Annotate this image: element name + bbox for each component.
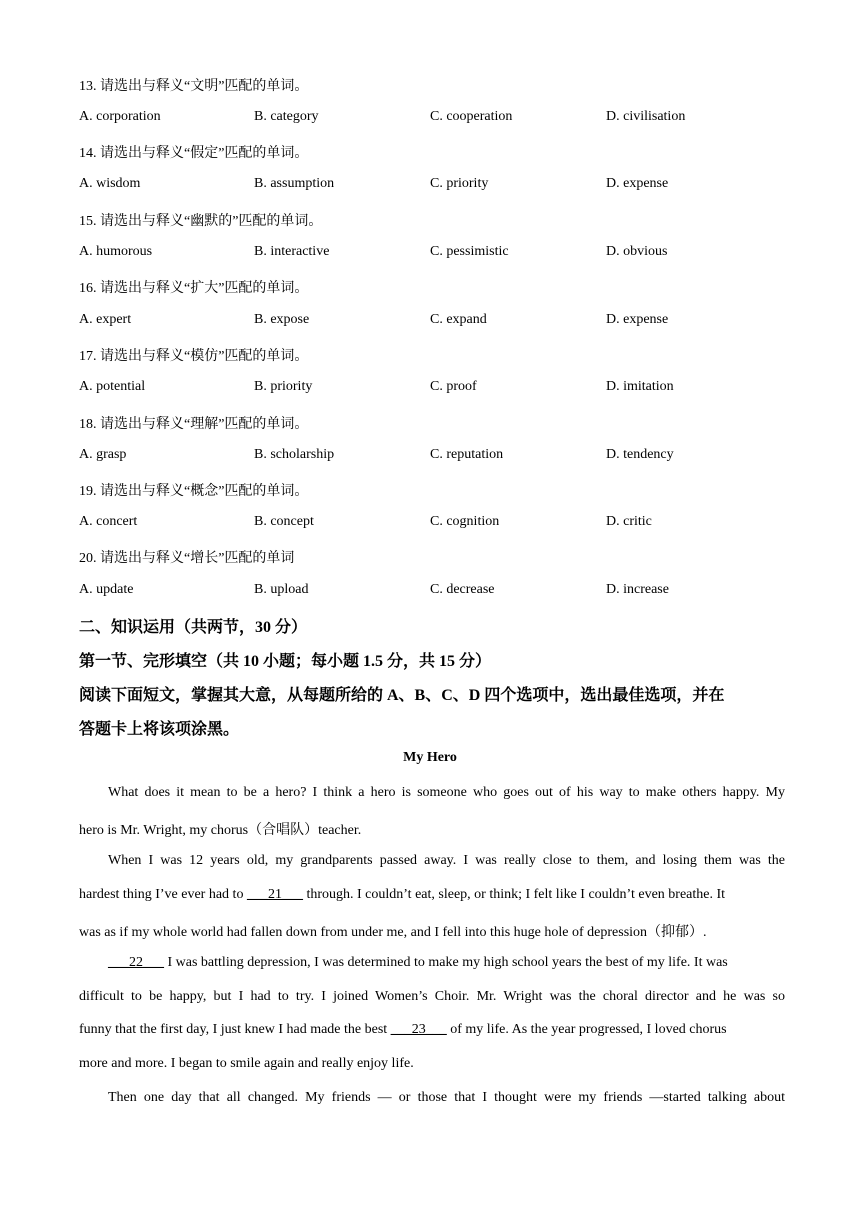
question-16-option-c: C. expand <box>430 312 487 327</box>
question-18-option-d: D. tendency <box>606 447 674 462</box>
question-17-option-a: A. potential <box>79 379 146 394</box>
question-14-stem: 14. 请选出与释义“假定”匹配的单词。 <box>79 146 309 161</box>
question-13-option-b: B. category <box>254 109 319 124</box>
question-19-option-a: A. concert <box>79 514 138 529</box>
section-subheading: 第一节、完形填空（共 10 小题；每小题 1.5 分，共 15 分） <box>79 653 492 670</box>
question-15-option-d: D. obvious <box>606 244 668 259</box>
question-14-option-b: B. assumption <box>254 176 335 191</box>
question-15-option-c: C. pessimistic <box>430 244 509 259</box>
paragraph-3-line-3-text-b: of my life. As the year progressed, I loved chorus <box>446 1022 727 1037</box>
section-heading: 二、知识运用（共两节，30 分） <box>79 619 308 636</box>
question-19-option-c: C. cognition <box>430 514 500 529</box>
question-16-option-a: A. expert <box>79 312 132 327</box>
paragraph-3-line-3-text-a: funny that the first day, I just knew I had made the best <box>79 1022 391 1037</box>
question-13-option-a: A. corporation <box>79 109 161 124</box>
instruction-line-1: 阅读下面短文，掌握其大意，从每题所给的 A、B、C、D 四个选项中，选出最佳选项，并在 <box>79 687 725 704</box>
question-13-option-d: D. civilisation <box>606 109 686 124</box>
question-19-stem: 19. 请选出与释义“概念”匹配的单词。 <box>79 484 309 499</box>
question-19-option-d: D. critic <box>606 514 652 529</box>
question-18-option-c: C. reputation <box>430 447 504 462</box>
paragraph-2-line-2-text-b: through. I couldn’t eat, sleep, or think; I felt like I couldn’t even breathe. It <box>302 887 726 902</box>
question-14-option-c: C. priority <box>430 176 489 191</box>
blank-21: ___21___ <box>246 887 303 902</box>
paragraph-3-line-2: difficult to be happy, but I had to try. I joined Women’s Choir. Mr. Wright was the choral director and he was so <box>79 989 785 1004</box>
question-20-option-b: B. upload <box>254 582 309 597</box>
question-16-option-b: B. expose <box>254 312 310 327</box>
paragraph-3-line-1 <box>108 955 785 971</box>
question-19-option-b: B. concept <box>254 514 314 529</box>
question-20-option-d: D. increase <box>606 582 669 597</box>
question-15-option-a: A. humorous <box>79 244 153 259</box>
question-13-option-c: C. cooperation <box>430 109 513 124</box>
paragraph-3-line-1-text: I was battling depression, I was determined to make my high school years the best of my life. It was <box>164 955 728 970</box>
question-18-option-b: B. scholarship <box>254 447 335 462</box>
question-20-stem: 20. 请选出与释义“增长”匹配的单词 <box>79 551 295 566</box>
question-18-stem: 18. 请选出与释义“理解”匹配的单词。 <box>79 417 309 432</box>
question-15-stem: 15. 请选出与释义“幽默的”匹配的单词。 <box>79 214 323 229</box>
paragraph-1-line-2: hero is Mr. Wright, my chorus（合唱队）teacher. <box>79 823 362 838</box>
question-20-option-a: A. update <box>79 582 134 597</box>
paragraph-4-line-1: Then one day that all changed. My friends — or those that I thought were my friends —started talking about <box>108 1090 785 1105</box>
question-17-stem: 17. 请选出与释义“模仿”匹配的单词。 <box>79 349 309 364</box>
paragraph-3-line-4: more and more. I began to smile again and really enjoy life. <box>79 1056 414 1071</box>
paragraph-2-line-3: was as if my whole world had fallen down from under me, and I fell into this huge hole of depression（抑郁）. <box>79 925 707 940</box>
question-16-option-d: D. expense <box>606 312 669 327</box>
question-17-option-d: D. imitation <box>606 379 674 394</box>
question-17-option-c: C. proof <box>430 379 477 394</box>
question-14-option-a: A. wisdom <box>79 176 141 191</box>
paragraph-3-line-3 <box>79 1022 785 1038</box>
question-13-stem: 13. 请选出与释义“文明”匹配的单词。 <box>79 79 309 94</box>
paragraph-1-line-1: What does it mean to be a hero? I think a hero is someone who goes out of his way to make others happy. My <box>108 785 785 800</box>
blank-23: ___23___ <box>390 1022 447 1037</box>
paragraph-2-line-2 <box>79 887 785 903</box>
question-17-option-b: B. priority <box>254 379 313 394</box>
paragraph-2-line-1: When I was 12 years old, my grandparents passed away. I was really close to them, and losing them was the <box>108 853 785 868</box>
instruction-line-2: 答题卡上将该项涂黑。 <box>79 721 240 738</box>
paragraph-2-line-2-text-a: hardest thing I’ve ever had to <box>79 887 247 902</box>
question-14-option-d: D. expense <box>606 176 669 191</box>
question-20-option-c: C. decrease <box>430 582 495 597</box>
question-16-stem: 16. 请选出与释义“扩大”匹配的单词。 <box>79 281 309 296</box>
question-18-option-a: A. grasp <box>79 447 127 462</box>
question-15-option-b: B. interactive <box>254 244 330 259</box>
passage-title: My Hero <box>403 750 457 765</box>
blank-22: ___22___ <box>108 955 164 970</box>
